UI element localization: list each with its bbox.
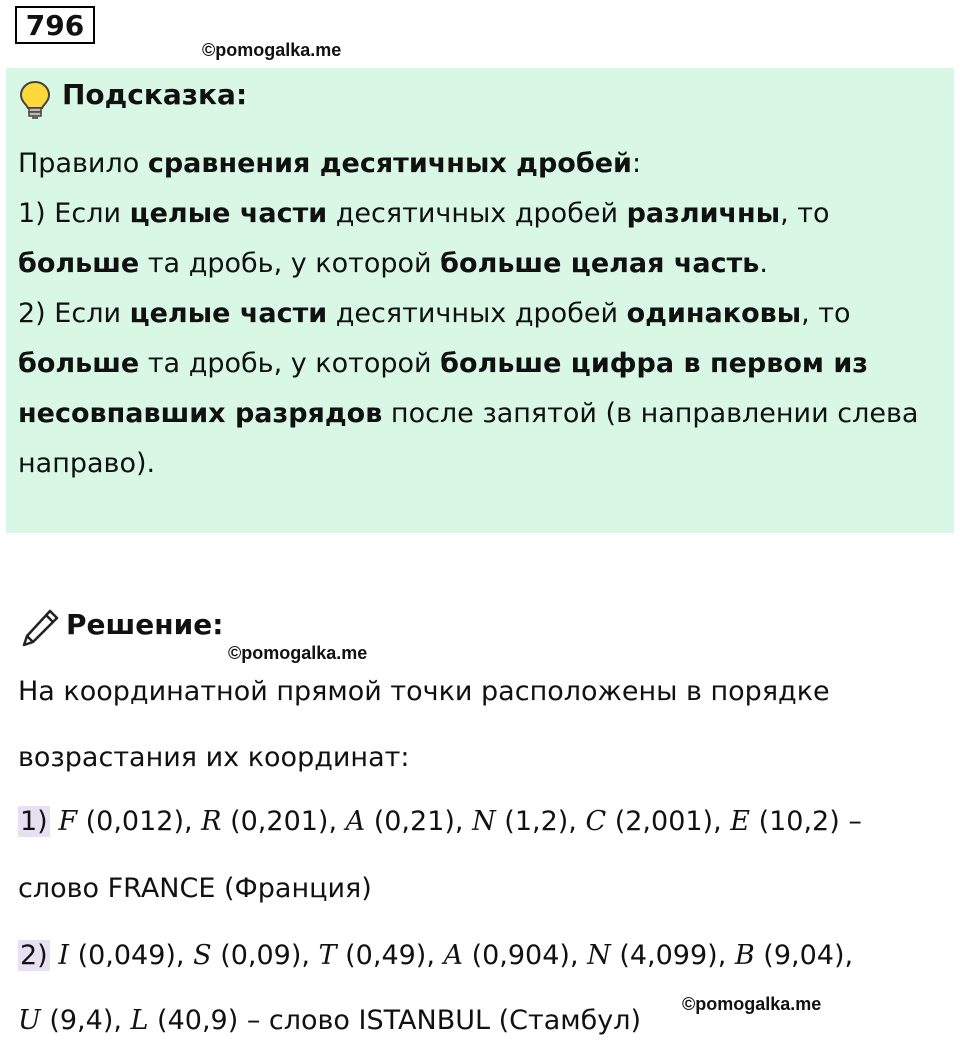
point-coordinate: (0,012), <box>77 806 202 837</box>
point-coordinate: (0,49), <box>336 940 444 971</box>
hint-line-1: Правило сравнения десятичных дробей: <box>18 148 642 179</box>
point-coordinate: (0,21), <box>365 806 473 837</box>
point-coordinate: (0,049), <box>68 940 194 971</box>
point-coordinate: (2,001), <box>606 806 731 837</box>
hint-line-5: больше та дробь, у которой больше цифра в первом из <box>18 348 868 379</box>
hint-line-6: несовпавших разрядов после запятой (в направлении слева <box>18 398 919 429</box>
point-letter: N <box>587 940 611 971</box>
solution-title: Решение: <box>66 608 224 641</box>
point-coordinate: (1,2), <box>495 806 586 837</box>
answer-2-points-line-1 <box>18 940 853 971</box>
point-coordinate: (0,201), <box>221 806 346 837</box>
point-coordinate: (10,2) – <box>749 806 862 837</box>
point-letter: T <box>318 940 337 971</box>
point-letter: S <box>193 940 212 971</box>
solution-intro-1: На координатной прямой точки расположены в порядке <box>18 676 830 707</box>
point-letter: R <box>201 806 222 837</box>
answer-2-points-line-2 <box>18 1005 641 1036</box>
item-number: 1) <box>20 806 48 837</box>
hint-line-3: больше та дробь, у которой больше целая часть. <box>18 248 768 279</box>
task-number: 796 <box>15 6 95 44</box>
point-letter: L <box>130 1005 149 1036</box>
hint-line-7: направо). <box>18 448 156 479</box>
point-letter: A <box>443 940 463 971</box>
point-coordinate: (0,09), <box>211 940 319 971</box>
lightbulb-icon <box>18 80 52 124</box>
point-letter: E <box>730 806 750 837</box>
point-coordinate: (9,4), <box>40 1005 131 1036</box>
point-coordinate: (40,9) – слово ISTANBUL (Стамбул) <box>148 1005 642 1036</box>
pencil-icon <box>20 608 60 652</box>
item-number: 2) <box>20 940 48 971</box>
answer-1-points <box>18 806 862 837</box>
point-letter: N <box>472 806 496 837</box>
point-letter: F <box>58 806 78 837</box>
point-letter: A <box>345 806 366 837</box>
watermark: ©pomogalka.me <box>202 40 342 60</box>
watermark: ©pomogalka.me <box>228 643 368 663</box>
watermark: ©pomogalka.me <box>682 994 822 1014</box>
point-letter: B <box>734 940 755 971</box>
point-letter: U <box>18 1005 41 1036</box>
point-coordinate: (9,04), <box>754 940 854 971</box>
point-coordinate: (0,904), <box>463 940 588 971</box>
point-coordinate: (4,099), <box>610 940 735 971</box>
answer-1-word: слово FRANCE (Франция) <box>18 873 372 904</box>
hint-line-4: 2) Если целые части десятичных дробей одинаковы, то <box>18 298 851 329</box>
point-letter: C <box>585 806 607 837</box>
hint-title: Подсказка: <box>62 78 248 111</box>
hint-line-2: 1) Если целые части десятичных дробей различны, то <box>18 198 830 229</box>
point-letter: I <box>58 940 69 971</box>
solution-intro-2: возрастания их координат: <box>18 742 410 773</box>
